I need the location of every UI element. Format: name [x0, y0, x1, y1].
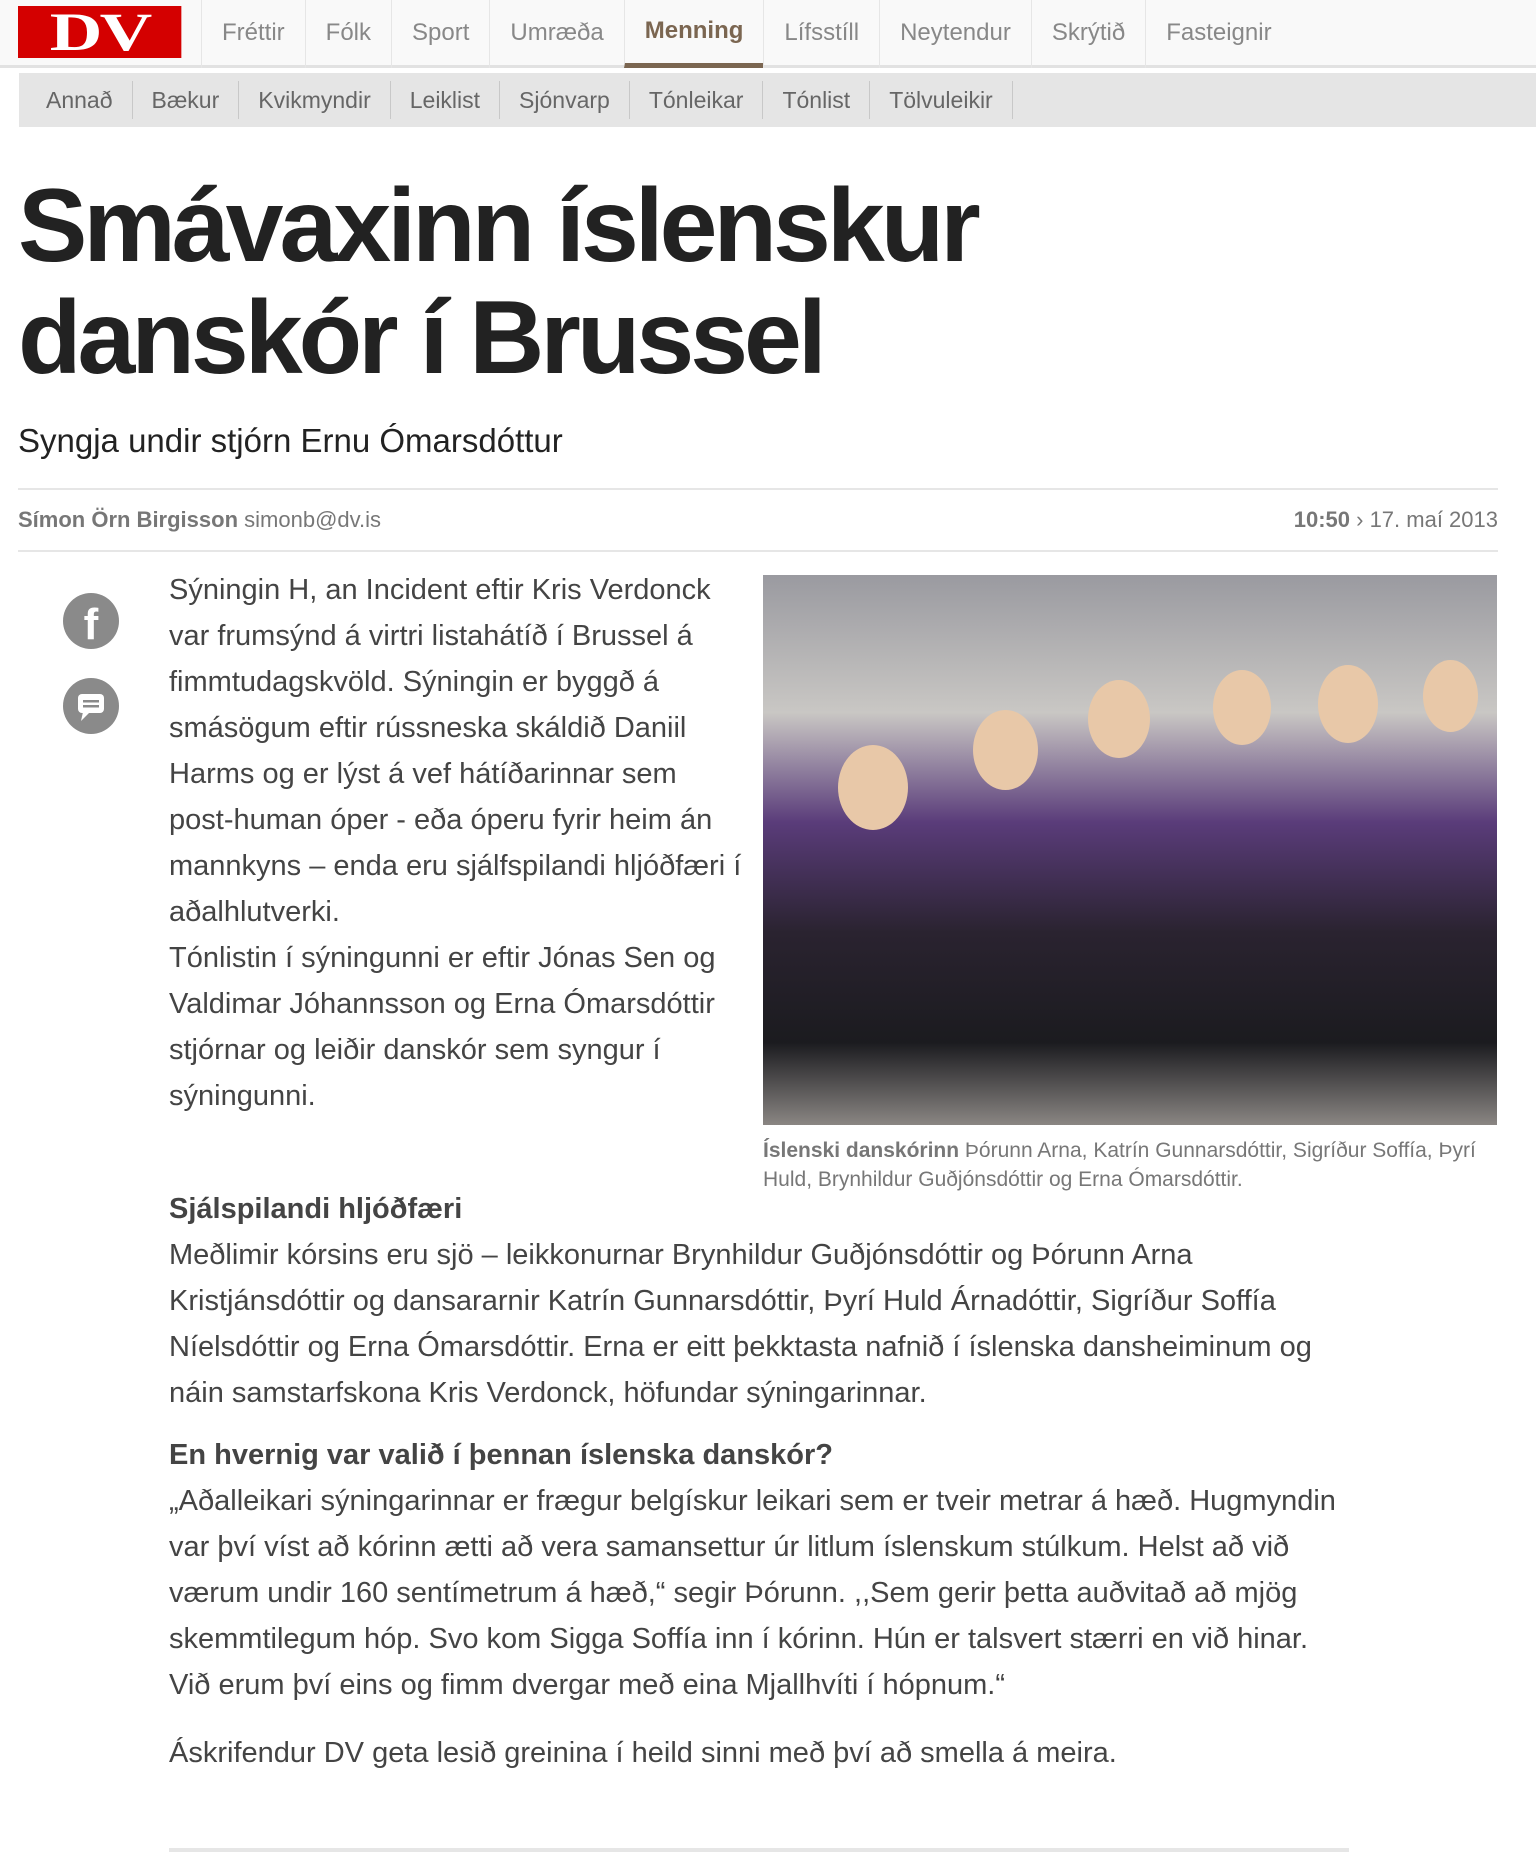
nav-skrytid[interactable]: Skrýtið — [1031, 0, 1145, 68]
article-subtitle: Syngja undir stjórn Ernu Ómarsdóttur — [18, 422, 563, 459]
paragraph: „Aðalleikari sýningarinnar er frægur belgískur leikari sem er tveir metrar á hæð. Hugmyndin var því víst að kórinn ætti að vera samansettur úr litlum íslenskum stúlkum. Helst að við værum undir 160 sentímetrum á hæð,“ segir Þórunn. ,,Sem gerir þetta auðvitað að mjög skemmtilegum hóp. Svo kom Sigga Soffía inn í kórinn. Hún er talsvert stærri en við hinar. Við erum því eins og fimm dvergar með eina Mjallhvíti í hópnum.“ — [169, 1485, 1336, 1701]
publish-date — [1294, 507, 1498, 533]
publish-day: › 17. maí 2013 — [1350, 507, 1498, 532]
paragraph: Sýningin H, an Incident eftir Kris Verdonck var frumsýnd á virtri listahátíð í Brussel á fimmtudagskvöld. Sýningin er byggð á smásögum eftir rússneska skáldið Daniil Harms og er lýst á vef hátíðarinnar sem post-human óper - eða óperu fyrir heim án mannkyns – enda eru sjálfspilandi hljóðfæri í aðalhlutverki. — [169, 574, 742, 928]
nav-folk[interactable]: Fólk — [305, 0, 391, 68]
byline — [18, 507, 381, 533]
subnav-leiklist[interactable]: Leiklist — [391, 81, 500, 119]
subnav-tolvuleikir[interactable]: Tölvuleikir — [870, 81, 1013, 119]
article-body-intro — [169, 567, 749, 1119]
nav-sport[interactable]: Sport — [391, 0, 489, 68]
divider — [18, 488, 1498, 490]
nav-lifsstill[interactable]: Lífsstíll — [763, 0, 879, 68]
nav-menning[interactable]: Menning — [624, 0, 764, 68]
dv-logo[interactable]: DV — [18, 6, 181, 58]
subnav-tonlist[interactable]: Tónlist — [763, 81, 870, 119]
subnav-tonleikar[interactable]: Tónleikar — [630, 81, 764, 119]
subnav-annad[interactable]: Annað — [27, 81, 133, 119]
publish-time: 10:50 — [1293, 507, 1351, 532]
caption-text: Þórunn Arna, Katrín Gunnarsdóttir, Sigríður Soffía, Þyrí Huld, Brynhildur Guðjónsdóttir og Erna Ómarsdóttir. — [763, 1139, 1476, 1191]
caption-title: Íslenski danskórinn — [763, 1139, 960, 1162]
facebook-icon: f — [83, 600, 99, 649]
section-heading: En hvernig var valið í þennan íslenska danskór? — [169, 1439, 833, 1471]
subscribe-note: Áskrifendur DV geta lesið greinina í heild sinni með því að smella á meira. — [169, 1737, 1117, 1769]
divider — [18, 550, 1498, 552]
sub-nav — [19, 73, 1536, 127]
nav-umraeda[interactable]: Umræða — [489, 0, 623, 68]
author-email[interactable]: simonb@dv.is — [244, 507, 382, 532]
paragraph: Meðlimir kórsins eru sjö – leikkonurnar Brynhildur Guðjónsdóttir og Þórunn Arna Kristjánsdóttir og dansararnir Katrín Gunnarsdóttir, Þyrí Huld Árnadóttir, Sigríður Soffía Níelsdóttir og Erna Ómarsdóttir. Erna er eitt þekktasta nafnið í íslenska dansheiminum og náin samstarfskona Kris Verdonck, höfundar sýningarinnar. — [169, 1239, 1312, 1409]
paragraph: Tónlistin í sýningunni er eftir Jónas Sen og Valdimar Jóhannsson og Erna Ómarsdóttir stjórnar og leiðir danskór sem syngur í sýningunni. — [169, 942, 716, 1112]
facebook-share-icon[interactable] — [63, 593, 119, 649]
subnav-kvikmyndir[interactable]: Kvikmyndir — [239, 81, 390, 119]
subnav-sjonvarp[interactable]: Sjónvarp — [500, 81, 630, 119]
subnav-baekur[interactable]: Bækur — [133, 81, 240, 119]
nav-fasteignir[interactable]: Fasteignir — [1145, 0, 1291, 68]
nav-neytendur[interactable]: Neytendur — [879, 0, 1031, 68]
nav-frettir[interactable]: Fréttir — [201, 0, 305, 68]
article-photo[interactable] — [763, 575, 1497, 1125]
divider — [169, 1848, 1349, 1852]
article-title: Smávaxinn íslenskur danskór í Brussel — [18, 168, 977, 396]
author-name[interactable]: Símon Örn Birgisson — [18, 507, 239, 532]
section-heading: Sjálspilandi hljóðfæri — [169, 1193, 463, 1225]
article-body — [169, 1186, 1349, 1776]
main-nav — [201, 0, 1292, 68]
comment-icon[interactable] — [63, 678, 119, 734]
top-nav — [0, 0, 1536, 68]
